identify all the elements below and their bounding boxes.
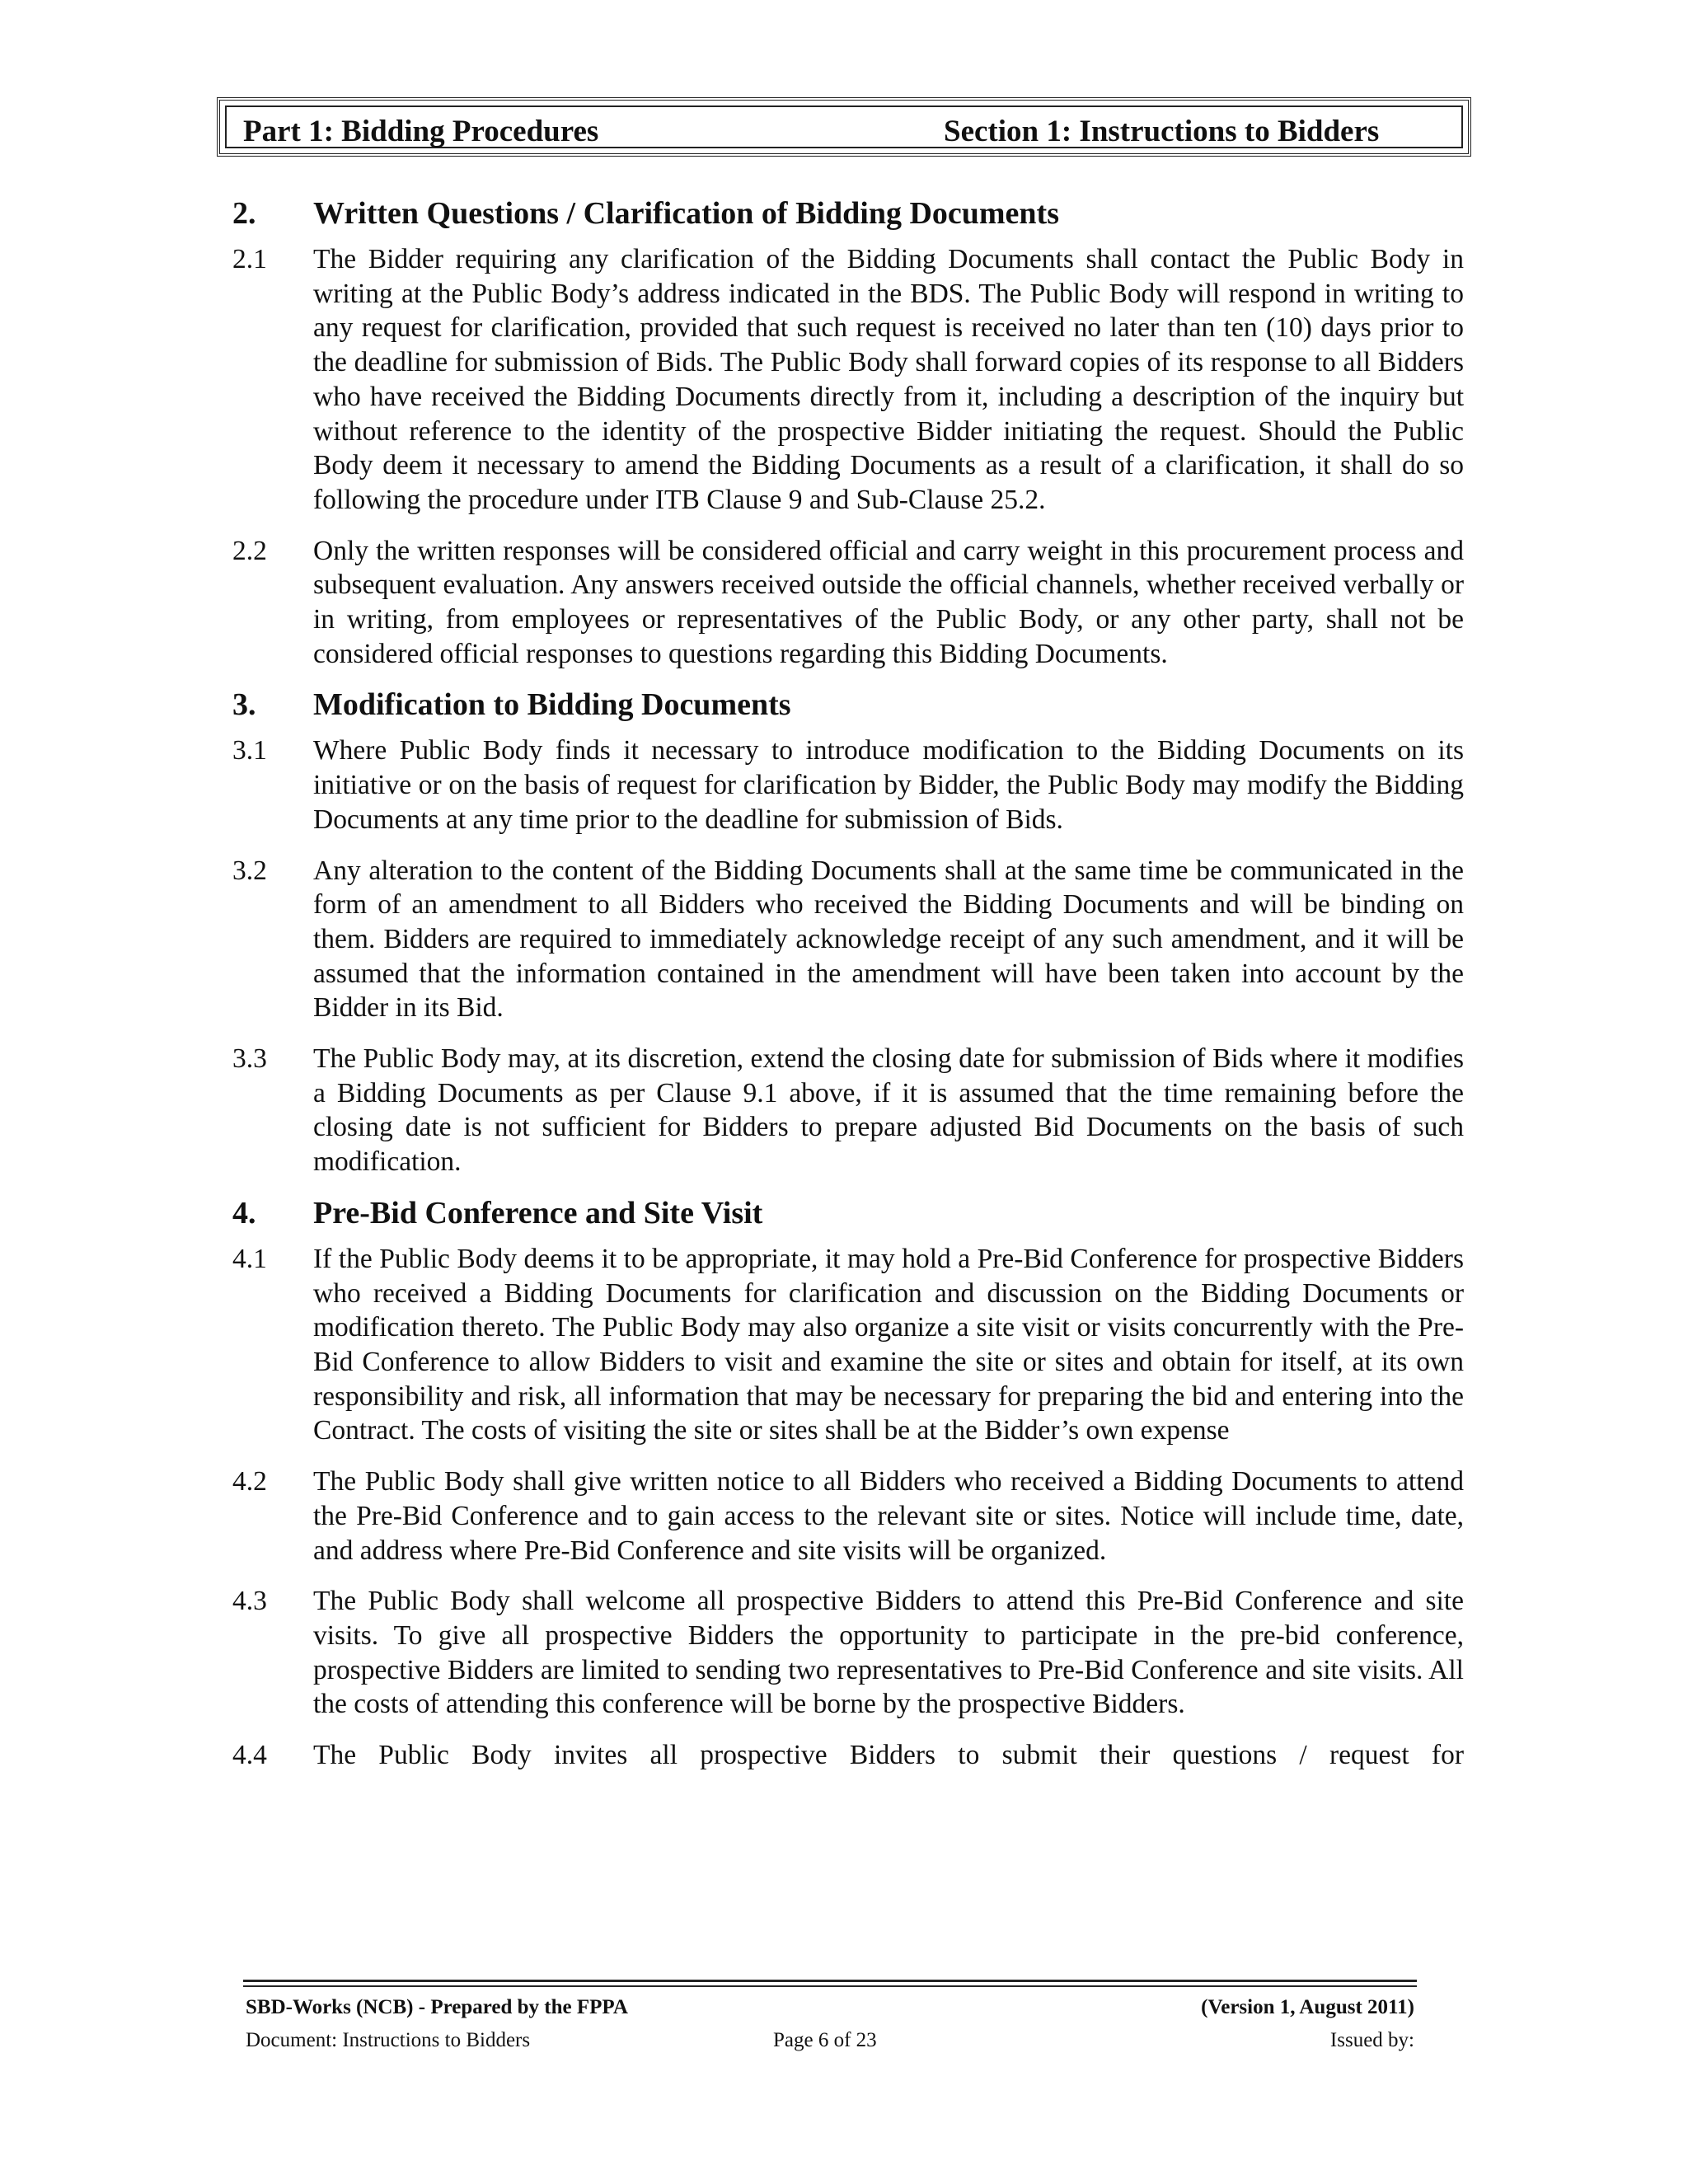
clause-number: 2.2: [232, 535, 267, 566]
section-heading-2: [232, 196, 1464, 231]
clause-text: The Bidder requiring any clarification of the Bidding Documents shall contact the Public Body in writing at the Public Body’s address indicated in the BDS. The Public Body will respond in writing to any request for clarification, provided that such request is received no later than ten (10) days prior to the deadline for submission of Bids. The Public Body shall forward copies of its response to all Bidders who have received the Bidding Documents directly from it, including a description of the inquiry but without reference to the identity of the prospective Bidder initiating the request. Should the Public Body deem it necessary to amend the Bidding Documents as a result of a clarification, it shall do so following the procedure under ITB Clause 9 and Sub-Clause 25.2.: [313, 244, 1464, 515]
section-title: Modification to Bidding Documents: [313, 687, 791, 723]
footer-page-number: Page 6 of 23: [773, 2029, 877, 2051]
clause-number: 2.1: [232, 244, 267, 274]
clause-text: Any alteration to the content of the Bidding Documents shall at the same time be communicated in the form of an amendment to all Bidders who received the Bidding Documents and will be binding on them. Bidders are required to immediately acknowledge receipt of any such amendment, and it will be assumed that the information contained in the amendment will have been taken into account by the Bidder in its Bid.: [313, 855, 1464, 1024]
clause-4-3: [232, 1584, 1464, 1722]
footer-version: (Version 1, August 2011): [1201, 1996, 1414, 2018]
document-body: [232, 196, 1464, 1789]
footer-divider: [243, 1980, 1417, 1987]
section-number: 4.: [232, 1195, 256, 1230]
clause-3-2: [232, 854, 1464, 1026]
clause-text: The Public Body shall welcome all prospective Bidders to attend this Pre-Bid Conference and site visits. To give all prospective Bidders the opportunity to participate in the pre-bid conference, prospective Bidders are limited to sending two representatives to Pre-Bid Conference and site visits. All the costs of attending this conference will be borne by the prospective Bidders.: [313, 1586, 1464, 1720]
section-heading-4: [232, 1196, 1464, 1230]
clause-number: 3.1: [232, 735, 267, 766]
clause-number: 3.3: [232, 1043, 267, 1075]
clause-number: 4.3: [232, 1586, 267, 1617]
header-part-title: Part 1: Bidding Procedures: [243, 115, 599, 148]
clause-4-2: [232, 1465, 1464, 1568]
clause-number: 3.2: [232, 855, 267, 886]
clause-number: 4.4: [232, 1740, 267, 1771]
section-title: Pre-Bid Conference and Site Visit: [313, 1195, 763, 1230]
footer-document-series: SBD-Works (NCB) - Prepared by the FPPA: [246, 1996, 628, 2018]
clause-3-3: [232, 1042, 1464, 1179]
clause-4-1: [232, 1242, 1464, 1448]
clause-text: If the Public Body deems it to be appropriate, it may hold a Pre-Bid Conference for prospective Bidders who received a Bidding Documents for clarification and discussion on the Bidding Documents or modification thereto. The Public Body may also organize a site visit or visits concurrently with the Pre-Bid Conference to allow Bidders to visit and examine the site or sites and obtain for itself, at its own responsibility and risk, all information that may be necessary for preparing the bid and entering into the Contract. The costs of visiting the site or sites shall be at the Bidder’s own expense: [313, 1243, 1464, 1446]
page-header-inner-border: [225, 105, 1463, 148]
footer-document-name: Document: Instructions to Bidders: [246, 2029, 531, 2051]
section-heading-3: [232, 687, 1464, 722]
header-section-title: Section 1: Instructions to Bidders: [944, 115, 1380, 148]
clause-text: Where Public Body finds it necessary to introduce modification to the Bidding Documents on its initiative or on the basis of request for clarification by Bidder, the Public Body may modify the Bidding Documents at any time prior to the deadline for submission of Bids.: [313, 735, 1464, 835]
footer-issued-by: Issued by:: [1329, 2029, 1414, 2051]
section-title: Written Questions / Clarification of Bidding Documents: [313, 196, 1059, 231]
clause-3-1: [232, 733, 1464, 837]
clause-text: Only the written responses will be considered official and carry weight in this procurement process and subsequent evaluation. Any answers received outside the official channels, whether received verbally or in writing, from employees or representatives of the Public Body, or any other party, shall not be considered official responses to questions regarding this Bidding Documents.: [313, 535, 1464, 669]
clause-text: The Public Body shall give written notice to all Bidders who received a Bidding Documents to attend the Pre-Bid Conference and to gain access to the relevant site or sites. Notice will include time, date, and address where Pre-Bid Conference and site visits will be organized.: [313, 1466, 1464, 1566]
clause-number: 4.1: [232, 1243, 267, 1274]
section-number: 3.: [232, 687, 256, 723]
clause-number: 4.2: [232, 1466, 267, 1497]
clause-text: The Public Body invites all prospective Bidders to submit their questions / request for: [313, 1740, 1464, 1771]
clause-2-2: [232, 534, 1464, 672]
clause-text: The Public Body may, at its discretion, extend the closing date for submission of Bids where it modifies a Bidding Documents as per Clause 9.1 above, if it is assumed that the time remaining before the closing date is not sufficient for Bidders to prepare adjusted Bid Documents on the basis of such modification.: [313, 1043, 1464, 1178]
clause-4-4: [232, 1738, 1464, 1773]
page-header: [217, 97, 1471, 157]
clause-2-1: [232, 242, 1464, 518]
section-number: 2.: [232, 196, 256, 231]
